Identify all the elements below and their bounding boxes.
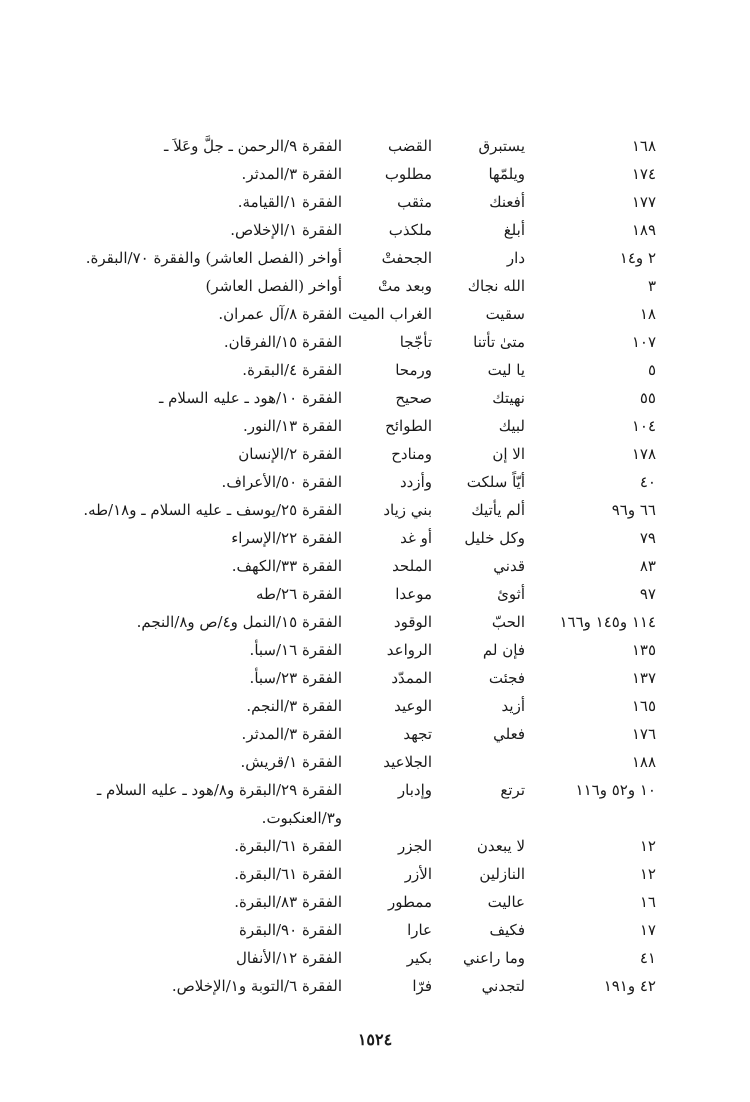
row-reference: الفقرة ١٠/هود ـ عليه السلام ـ bbox=[158, 389, 342, 407]
row-word-second: مطلوب bbox=[384, 165, 432, 183]
row-word-first: وكل خليل bbox=[464, 529, 525, 547]
row-number bbox=[536, 804, 656, 832]
row-word-second: تجهد bbox=[403, 725, 432, 743]
row-word-second bbox=[332, 804, 432, 832]
row-reference: الفقرة ١٣/النور. bbox=[242, 417, 342, 435]
index-row bbox=[0, 552, 750, 580]
row-word-first: نهيتك bbox=[492, 389, 525, 407]
row-word-first: ويلمّها bbox=[488, 165, 525, 183]
index-row bbox=[0, 748, 750, 776]
row-reference: الفقرة ١٥/النمل و٤/ص و٨/النجم. bbox=[136, 613, 342, 631]
row-number: ١٦٨ bbox=[631, 137, 656, 155]
index-row bbox=[0, 888, 750, 916]
row-number: ٨٣ bbox=[639, 557, 656, 575]
row-word-first: الحبّ bbox=[491, 613, 525, 631]
row-word-first: لبيك bbox=[498, 417, 525, 435]
row-reference: الفقرة ١/القيامة. bbox=[237, 193, 342, 211]
row-word-second: وإدبار bbox=[397, 781, 432, 799]
index-row bbox=[0, 776, 750, 804]
row-word-second: ومنادح bbox=[391, 445, 432, 463]
row-number: ١٨ bbox=[639, 305, 656, 323]
row-word-first: ترتع bbox=[500, 781, 525, 799]
row-reference: الفقرة ٢/الإنسان bbox=[238, 445, 342, 463]
page-number: ١٥٢٤ bbox=[357, 1030, 393, 1049]
row-reference: الفقرة ١/الإخلاص. bbox=[230, 221, 342, 239]
row-word-second: بني زياد bbox=[383, 501, 432, 519]
row-number: ٤٠ bbox=[639, 473, 656, 491]
row-word-second: صحيح bbox=[395, 389, 432, 407]
row-number: ١٧٦ bbox=[631, 725, 656, 743]
index-row bbox=[0, 496, 750, 524]
row-number: ٧٩ bbox=[639, 529, 656, 547]
row-number: ١٣٥ bbox=[631, 641, 656, 659]
row-word-second: القضب bbox=[387, 137, 432, 155]
row-number: ٥ bbox=[647, 361, 656, 379]
row-word-second: الطوائح bbox=[385, 417, 432, 435]
row-reference: الفقرة ٣٣/الكهف. bbox=[231, 557, 342, 575]
row-reference: الفقرة ١٦/سبأ. bbox=[249, 641, 342, 659]
row-word-second: الممدّد bbox=[391, 669, 432, 687]
row-number: ١٦٥ bbox=[631, 697, 656, 715]
row-word-second: ملكذب bbox=[388, 221, 432, 239]
row-word-first: فكيف bbox=[489, 921, 525, 939]
row-word-second: تأجّجا bbox=[399, 333, 432, 351]
row-word-first: فإن لم bbox=[482, 641, 525, 659]
row-word-second: الملحد bbox=[392, 557, 432, 575]
row-reference: الفقرة ٦١/البقرة. bbox=[234, 837, 342, 855]
row-number: ٤١ bbox=[639, 949, 656, 967]
index-row bbox=[0, 608, 750, 636]
index-row bbox=[0, 160, 750, 188]
row-word-second: بكير bbox=[406, 949, 432, 967]
row-word-first: أثوئ bbox=[497, 585, 525, 603]
row-number: ١٨٩ bbox=[631, 221, 656, 239]
row-number: ١٧ bbox=[639, 921, 656, 939]
row-word-second: مثقب bbox=[397, 193, 432, 211]
row-reference: الفقرة ٣/المدثر. bbox=[241, 165, 342, 183]
row-word-first: وما راعني bbox=[462, 949, 525, 967]
row-word-first: أبلغ bbox=[503, 221, 525, 239]
row-word-second: ورمحا bbox=[395, 361, 432, 379]
row-reference: الفقرة ٦١/البقرة. bbox=[234, 865, 342, 883]
row-word-second: موعدا bbox=[395, 585, 432, 603]
row-word-first: لتجدني bbox=[481, 977, 525, 995]
row-reference: الفقرة ٢٦/طه bbox=[256, 585, 342, 603]
row-number: ٤٢ و١٩١ bbox=[603, 977, 656, 995]
row-word-second: وأزدد bbox=[399, 473, 432, 491]
row-number: ٦٦ و٩٦ bbox=[611, 501, 656, 519]
row-reference: الفقرة ٩/الرحمن ـ جلَّ وعَلاَ ـ bbox=[164, 137, 342, 155]
index-row bbox=[0, 468, 750, 496]
row-reference: الفقرة ٥٠/الأعراف. bbox=[221, 473, 342, 491]
row-reference: الفقرة ١/قريش. bbox=[240, 753, 342, 771]
row-number: ١٢ bbox=[639, 865, 656, 883]
row-word-second: عارا bbox=[407, 921, 432, 939]
index-row bbox=[0, 356, 750, 384]
row-word-second: الجزر bbox=[398, 837, 432, 855]
row-word-first: عاليت bbox=[487, 893, 525, 911]
index-row bbox=[0, 440, 750, 468]
index-row bbox=[0, 244, 750, 272]
row-word-second: وبعد متْ bbox=[377, 277, 432, 295]
row-number: ١٢ bbox=[639, 837, 656, 855]
row-number: ٣ bbox=[647, 277, 656, 295]
row-word-second: الغراب الميت bbox=[348, 305, 432, 323]
row-word-first: لا يبعدن bbox=[476, 837, 525, 855]
index-row bbox=[0, 524, 750, 552]
row-reference: الفقرة ٨٣/البقرة. bbox=[234, 893, 342, 911]
index-row bbox=[0, 580, 750, 608]
index-row bbox=[0, 412, 750, 440]
row-reference: الفقرة ٢٣/سبأ. bbox=[249, 669, 342, 687]
index-row bbox=[0, 636, 750, 664]
row-reference: الفقرة ٣/المدثر. bbox=[241, 725, 342, 743]
row-reference: الفقرة ٤/البقرة. bbox=[242, 361, 342, 379]
index-row bbox=[0, 384, 750, 412]
row-number: ١٣٧ bbox=[631, 669, 656, 687]
row-word-first: فعلي bbox=[493, 725, 525, 743]
row-reference: الفقرة ١٢/الأنفال bbox=[236, 949, 342, 967]
row-word-first: أفعنك bbox=[489, 193, 525, 211]
row-reference: الفقرة ٨/آل عمران. bbox=[218, 305, 342, 323]
row-number: ٩٧ bbox=[639, 585, 656, 603]
row-word-first: فجئت bbox=[488, 669, 525, 687]
index-table bbox=[0, 132, 750, 1000]
index-row bbox=[0, 720, 750, 748]
index-row bbox=[0, 664, 750, 692]
index-row bbox=[0, 944, 750, 972]
row-reference: الفقرة ٦/التوبة و١/الإخلاص. bbox=[171, 977, 342, 995]
row-reference: أواخر (الفصل العاشر) والفقرة ٧٠/البقرة. bbox=[85, 249, 342, 267]
index-row bbox=[0, 328, 750, 356]
row-reference: الفقرة ٢٢/الإسراء bbox=[231, 529, 342, 547]
row-number: ٥٥ bbox=[639, 389, 656, 407]
row-word-first: ألم يأتيك bbox=[471, 501, 525, 519]
row-number: ١٧٨ bbox=[631, 445, 656, 463]
row-number: ١٦ bbox=[639, 893, 656, 911]
index-row bbox=[0, 216, 750, 244]
row-word-first: يستبرق bbox=[478, 137, 525, 155]
row-reference: الفقرة ٢٩/البقرة و٨/هود ـ عليه السلام ـ bbox=[96, 781, 342, 799]
row-word-second: الجلاعيد bbox=[383, 753, 432, 771]
row-number: ١٧٤ bbox=[631, 165, 656, 183]
row-word-first: أزيد bbox=[501, 697, 525, 715]
row-word-second: الوقود bbox=[393, 613, 432, 631]
index-row bbox=[0, 692, 750, 720]
index-row bbox=[0, 272, 750, 300]
index-row bbox=[0, 916, 750, 944]
row-number: ١١٤ و١٤٥ و١٦٦ bbox=[559, 613, 656, 631]
index-row bbox=[0, 860, 750, 888]
row-number: ١٠ و٥٢ و١١٦ bbox=[575, 781, 656, 799]
row-word-second: الجحفتْ bbox=[381, 249, 432, 267]
row-word-first: الله نجاك bbox=[467, 277, 525, 295]
row-reference: أواخر (الفصل العاشر) bbox=[205, 277, 342, 295]
row-word-second: الأزر bbox=[404, 865, 432, 883]
row-number: ١٠٤ bbox=[631, 417, 656, 435]
row-number: ٢ و١٤ bbox=[619, 249, 656, 267]
row-number: ١٧٧ bbox=[631, 193, 656, 211]
row-word-first: سقيت bbox=[485, 305, 525, 323]
index-row bbox=[0, 972, 750, 1000]
row-word-second: فرّا bbox=[412, 977, 432, 995]
row-word-second: الرواعد bbox=[386, 641, 432, 659]
row-word-first: متىٰ تأتنا bbox=[473, 333, 525, 351]
row-reference: الفقرة ١٥/الفرقان. bbox=[223, 333, 342, 351]
row-word-first: قدني bbox=[493, 557, 525, 575]
row-reference: الفقرة ٢٥/يوسف ـ عليه السلام ـ و١٨/طه. bbox=[83, 501, 342, 519]
index-row bbox=[0, 300, 750, 328]
row-reference: و٣/العنكبوت. bbox=[261, 809, 342, 827]
row-number: ١٨٨ bbox=[631, 753, 656, 771]
row-word-first bbox=[425, 804, 525, 832]
row-word-second: ممطور bbox=[387, 893, 432, 911]
row-reference: الفقرة ٩٠/البقرة bbox=[239, 921, 342, 939]
index-row bbox=[0, 804, 750, 832]
row-word-second: الوعيد bbox=[394, 697, 432, 715]
row-number: ١٠٧ bbox=[631, 333, 656, 351]
row-word-second: أو غد bbox=[400, 529, 432, 547]
row-word-first: يا ليت bbox=[487, 361, 525, 379]
row-word-first: أيّاً سلكت bbox=[466, 473, 525, 491]
row-word-first: النازلين bbox=[479, 865, 525, 883]
index-row bbox=[0, 832, 750, 860]
row-word-first bbox=[425, 748, 525, 776]
row-word-first: الا إن bbox=[492, 445, 525, 463]
row-word-first: دار bbox=[506, 249, 525, 267]
index-row bbox=[0, 132, 750, 160]
index-row bbox=[0, 188, 750, 216]
row-reference: الفقرة ٣/النجم. bbox=[246, 697, 342, 715]
